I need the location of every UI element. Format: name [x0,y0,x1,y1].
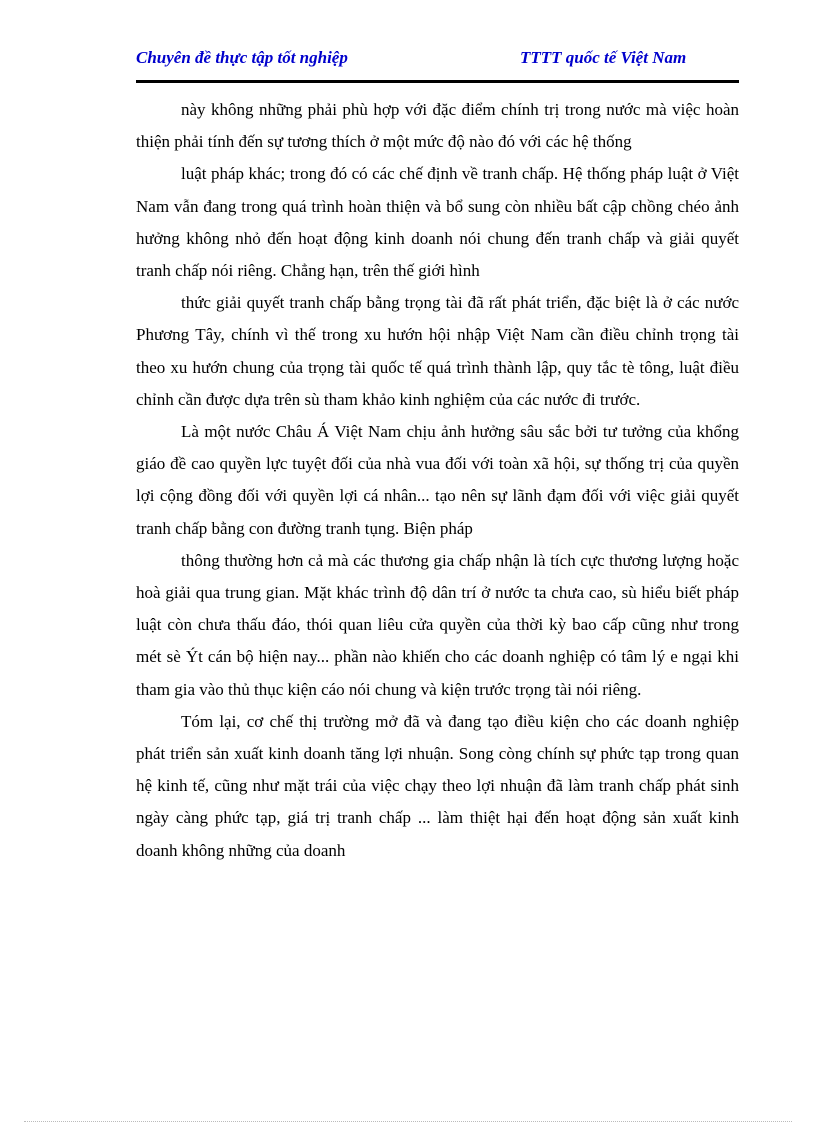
paragraph-5: thông thường hơn cả mà các thương gia chấp nhận là tích cực thương lượng hoặc hoà giải qua trung gian. Mặt khác trình độ dân trí ở nước ta chưa cao, sù hiểu biết pháp luật còn chưa thấu đáo, thói quan liêu cửa quyền của thời kỳ bao cấp cũng như trong mét sè Ýt cán bộ hiện nay... phần nào khiến cho các doanh nghiệp có tâm lý e ngại khi tham gia vào thủ thục kiện cáo nói chung và kiện trước trọng tài nói riêng. [136,550,739,699]
paragraph-2: luật pháp khác; trong đó có các chế định về tranh chấp. Hệ thống pháp luật ở Việt Nam vẫn đang trong quá trình hoàn thiện và bổ sung còn nhiều bất cập chồng chéo ảnh hưởng không nhỏ đến hoạt động kinh doanh nói chung đến tranh chấp và giải quyết tranh chấp nói riêng. Chẳng hạn, trên thế giới hình [136,164,739,281]
paragraph-1: này không những phải phù hợp với đặc điểm chính trị trong nước mà việc hoàn thiện phải tính đến sự tương thích ở một mức độ nào đó với các hệ thống [136,100,739,152]
page-bottom-edge [24,1121,792,1122]
paragraph-3: thức giải quyết tranh chấp bằng trọng tài đã rất phát triển, đặc biệt là ở các nước Phương Tây, chính vì thế trong xu hướn hội nhập Việt Nam cần điều chỉnh trọng tài theo xu hướn chung của trọng tài quốc tế quá trình thành lập, quy tắc tè tông, luật điều chỉnh cần được dựa trên sù tham khảo kinh nghiệm của các nước đi trước. [136,293,739,409]
header-organization: TTTT quốc tế Việt Nam [520,48,687,67]
page-header [136,48,736,72]
paragraph-6: Tóm lại, cơ chế thị trường mở đã và đang tạo điều kiện cho các doanh nghiệp phát triển sản xuất kinh doanh tăng lợi nhuận. Song còng chính sự phức tạp trong quan hệ kinh tế, cũng như mặt trái của việc chạy theo lợi nhuận đã làm tranh chấp phát sinh ngày càng phức tạp, giá trị tranh chấp ... làm thiệt hại đến hoạt động sản xuất kinh doanh không những của doanh [136,711,739,860]
header-document-title: Chuyên đề thực tập tốt nghiệp [136,48,348,67]
header-divider [136,80,739,83]
document-body [136,94,739,867]
paragraph-4: Là một nước Châu Á Việt Nam chịu ảnh hưởng sâu sắc bởi tư tưởng của khổng giáo đề cao quyền lực tuyệt đối của nhà vua đối với toàn xã hội, sự thống trị của quyền lợi cộng đồng đối với quyền lợi cá nhân... tạo nên sự lãnh đạm đối với việc giải quyết tranh chấp bằng con đường tranh tụng. Biện pháp [136,422,739,538]
